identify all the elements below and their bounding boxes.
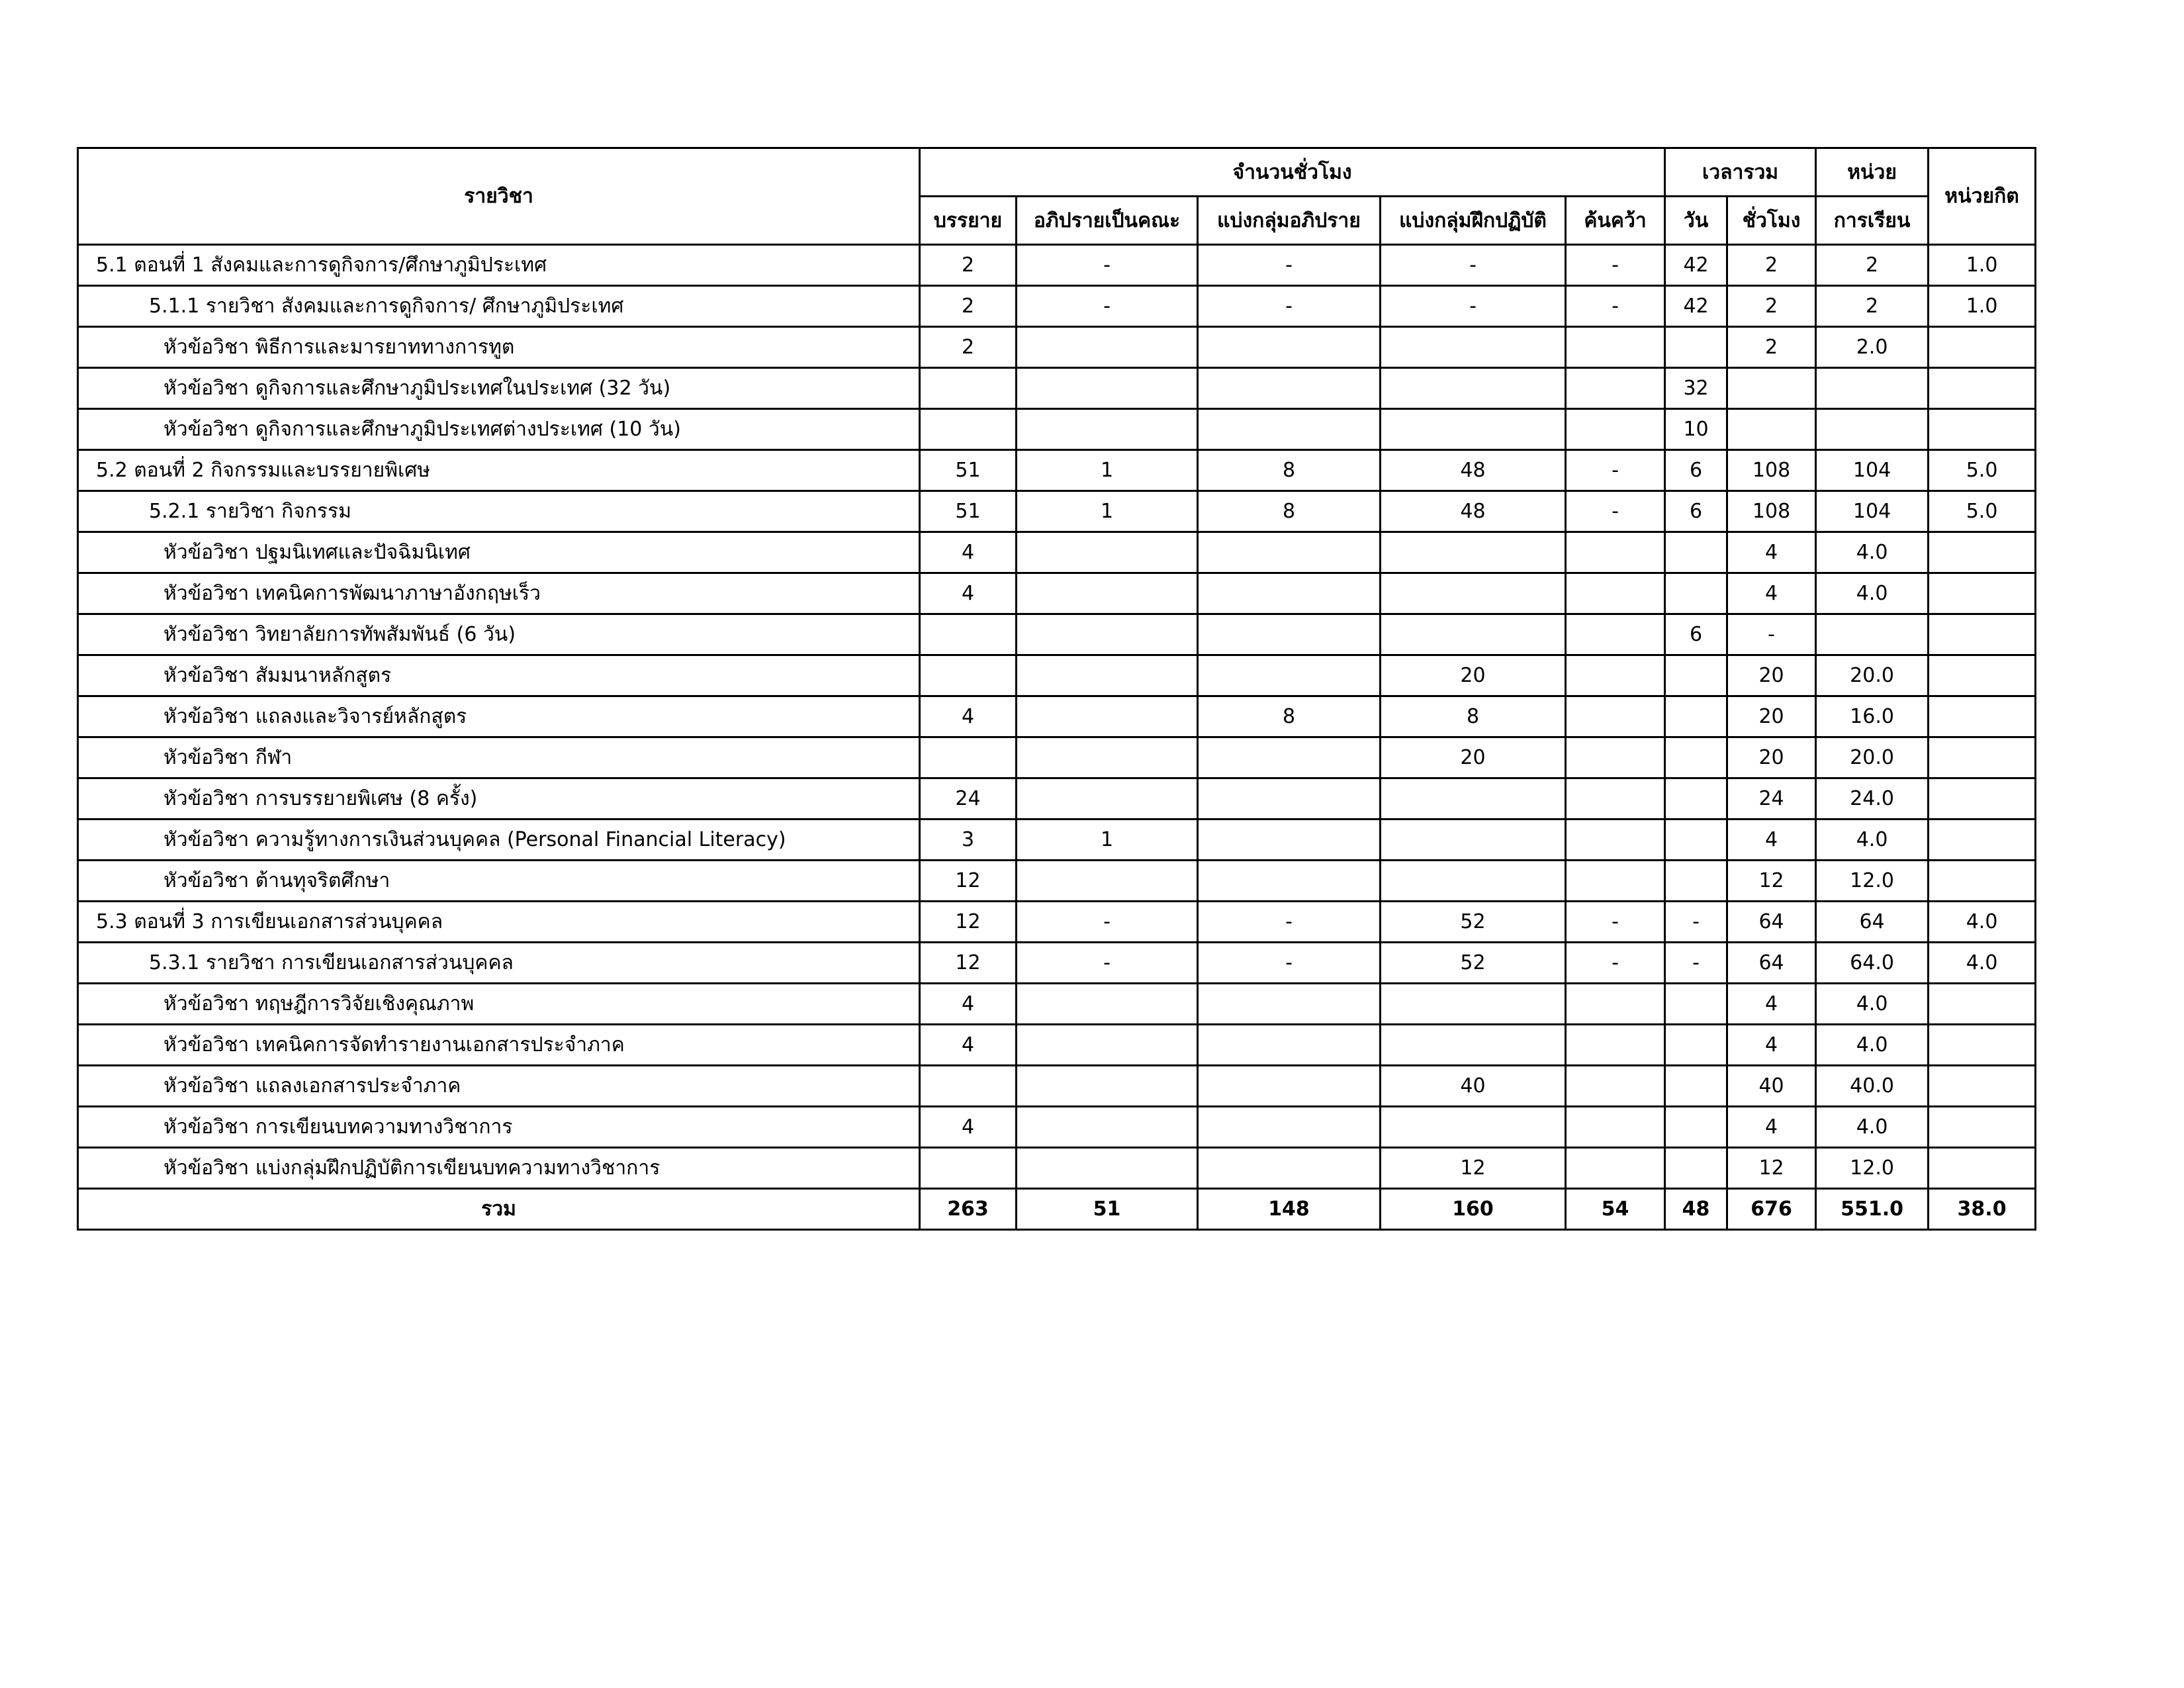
row-units: 4.0 [1816, 532, 1929, 573]
total-group-discuss: 51 [1017, 1189, 1198, 1230]
row-days: 6 [1665, 491, 1727, 532]
row-lecture [920, 737, 1017, 778]
row-small-group-discuss: - [1198, 286, 1381, 327]
row-days [1665, 696, 1727, 737]
row-subject: 5.3 ตอนที่ 3 การเขียนเอกสารส่วนบุคคล [78, 902, 920, 943]
row-credits: 5.0 [1929, 491, 2036, 532]
table-row [78, 450, 2036, 491]
row-small-group-discuss: - [1198, 943, 1381, 984]
row-subject: หัวข้อวิชา แถลงและวิจารย์หลักสูตร [78, 696, 920, 737]
total-small-group-discuss: 148 [1198, 1189, 1381, 1230]
row-small-group-discuss [1198, 737, 1381, 778]
row-small-group-discuss [1198, 655, 1381, 696]
row-practice [1381, 1025, 1566, 1066]
row-research: - [1566, 450, 1665, 491]
row-days [1665, 532, 1727, 573]
row-group-discuss [1017, 409, 1198, 450]
row-small-group-discuss [1198, 532, 1381, 573]
total-row [78, 1189, 2036, 1230]
row-credits: 1.0 [1929, 286, 2036, 327]
row-group-discuss [1017, 1025, 1198, 1066]
table-row [78, 1148, 2036, 1189]
row-research [1566, 820, 1665, 861]
row-lecture: 4 [920, 984, 1017, 1025]
row-group-discuss: - [1017, 245, 1198, 286]
row-lecture: 3 [920, 820, 1017, 861]
row-days [1665, 1107, 1727, 1148]
header-group-discuss: อภิปรายเป็นคณะ [1017, 197, 1198, 245]
row-credits [1929, 1066, 2036, 1107]
row-group-discuss [1017, 655, 1198, 696]
row-units: 4.0 [1816, 984, 1929, 1025]
row-practice: 52 [1381, 943, 1566, 984]
row-group-discuss [1017, 614, 1198, 655]
row-lecture: 51 [920, 491, 1017, 532]
row-subject: หัวข้อวิชา แบ่งกลุ่มฝึกปฏิบัติการเขียนบทความทางวิชาการ [78, 1148, 920, 1189]
table-row [78, 778, 2036, 820]
row-subject: 5.2 ตอนที่ 2 กิจกรรมและบรรยายพิเศษ [78, 450, 920, 491]
row-units: 4.0 [1816, 820, 1929, 861]
row-days [1665, 1148, 1727, 1189]
row-practice [1381, 984, 1566, 1025]
total-label: รวม [78, 1189, 920, 1230]
row-group-discuss: - [1017, 943, 1198, 984]
row-practice [1381, 778, 1566, 820]
total-days: 48 [1665, 1189, 1727, 1230]
header-time-group: เวลารวม [1665, 148, 1816, 197]
row-hours: 4 [1727, 984, 1816, 1025]
row-small-group-discuss [1198, 409, 1381, 450]
row-lecture: 4 [920, 1025, 1017, 1066]
row-hours: 20 [1727, 696, 1816, 737]
row-practice: 20 [1381, 655, 1566, 696]
row-days [1665, 861, 1727, 902]
row-credits [1929, 327, 2036, 368]
row-lecture: 24 [920, 778, 1017, 820]
table-row [78, 902, 2036, 943]
row-research [1566, 861, 1665, 902]
row-practice: 40 [1381, 1066, 1566, 1107]
row-subject: หัวข้อวิชา การเขียนบทความทางวิชาการ [78, 1107, 920, 1148]
row-group-discuss [1017, 778, 1198, 820]
row-group-discuss: 1 [1017, 450, 1198, 491]
row-small-group-discuss: - [1198, 902, 1381, 943]
row-group-discuss [1017, 1066, 1198, 1107]
row-group-discuss [1017, 573, 1198, 614]
row-subject: หัวข้อวิชา แถลงเอกสารประจำภาค [78, 1066, 920, 1107]
row-days [1665, 984, 1727, 1025]
header-hours-group: จำนวนชั่วโมง [920, 148, 1665, 197]
row-small-group-discuss: - [1198, 245, 1381, 286]
row-units: 20.0 [1816, 737, 1929, 778]
row-units [1816, 614, 1929, 655]
row-subject: หัวข้อวิชา เทคนิคการพัฒนาภาษาอังกฤษเร็ว [78, 573, 920, 614]
row-units: 104 [1816, 450, 1929, 491]
row-days [1665, 820, 1727, 861]
table-row [78, 245, 2036, 286]
header-unit-top: หน่วย [1816, 148, 1929, 197]
row-units: 64 [1816, 902, 1929, 943]
row-research [1566, 696, 1665, 737]
row-small-group-discuss [1198, 614, 1381, 655]
table-row [78, 861, 2036, 902]
row-subject: หัวข้อวิชา สัมมนาหลักสูตร [78, 655, 920, 696]
row-lecture: 4 [920, 696, 1017, 737]
row-small-group-discuss [1198, 1107, 1381, 1148]
row-days [1665, 327, 1727, 368]
row-hours: - [1727, 614, 1816, 655]
table-row [78, 984, 2036, 1025]
row-days [1665, 1066, 1727, 1107]
header-practice: แบ่งกลุ่มฝึกปฏิบัติ [1381, 197, 1566, 245]
row-days [1665, 778, 1727, 820]
header-small-group-discuss: แบ่งกลุ่มอภิปราย [1198, 197, 1381, 245]
row-subject: หัวข้อวิชา ดูกิจการและศึกษาภูมิประเทศในประเทศ (32 วัน) [78, 368, 920, 409]
row-subject: หัวข้อวิชา ทฤษฎีการวิจัยเชิงคุณภาพ [78, 984, 920, 1025]
row-practice [1381, 409, 1566, 450]
row-days: 6 [1665, 450, 1727, 491]
row-subject: 5.1 ตอนที่ 1 สังคมและการดูกิจการ/ศึกษาภูมิประเทศ [78, 245, 920, 286]
row-credits [1929, 655, 2036, 696]
row-credits: 4.0 [1929, 902, 2036, 943]
row-lecture [920, 1148, 1017, 1189]
table-row [78, 1107, 2036, 1148]
row-days: - [1665, 943, 1727, 984]
row-research [1566, 1025, 1665, 1066]
row-research [1566, 409, 1665, 450]
row-small-group-discuss [1198, 368, 1381, 409]
table-row [78, 532, 2036, 573]
row-research [1566, 327, 1665, 368]
row-hours: 4 [1727, 1025, 1816, 1066]
curriculum-hours-table [77, 147, 2036, 1231]
row-practice: 48 [1381, 491, 1566, 532]
header-research: ค้นคว้า [1566, 197, 1665, 245]
row-credits [1929, 861, 2036, 902]
row-research [1566, 984, 1665, 1025]
row-hours: 64 [1727, 943, 1816, 984]
row-research [1566, 614, 1665, 655]
row-small-group-discuss [1198, 778, 1381, 820]
row-hours: 4 [1727, 573, 1816, 614]
row-practice: 48 [1381, 450, 1566, 491]
row-hours [1727, 368, 1816, 409]
table-row [78, 820, 2036, 861]
row-small-group-discuss: 8 [1198, 696, 1381, 737]
row-small-group-discuss [1198, 573, 1381, 614]
row-hours: 40 [1727, 1066, 1816, 1107]
row-days: - [1665, 902, 1727, 943]
row-units: 104 [1816, 491, 1929, 532]
row-days [1665, 573, 1727, 614]
row-hours: 4 [1727, 1107, 1816, 1148]
row-credits [1929, 614, 2036, 655]
row-days [1665, 737, 1727, 778]
row-group-discuss [1017, 696, 1198, 737]
row-subject: 5.3.1 รายวิชา การเขียนเอกสารส่วนบุคคล [78, 943, 920, 984]
row-credits [1929, 368, 2036, 409]
row-units: 64.0 [1816, 943, 1929, 984]
row-practice [1381, 532, 1566, 573]
row-hours: 4 [1727, 532, 1816, 573]
table-row [78, 409, 2036, 450]
row-subject: หัวข้อวิชา ความรู้ทางการเงินส่วนบุคคล (Personal Financial Literacy) [78, 820, 920, 861]
row-credits [1929, 820, 2036, 861]
row-credits [1929, 573, 2036, 614]
header-credit: หน่วยกิต [1929, 148, 2036, 245]
row-days: 32 [1665, 368, 1727, 409]
row-units [1816, 409, 1929, 450]
row-credits [1929, 1025, 2036, 1066]
row-hours: 24 [1727, 778, 1816, 820]
row-research [1566, 1148, 1665, 1189]
row-hours: 108 [1727, 491, 1816, 532]
row-research [1566, 1066, 1665, 1107]
table-row [78, 655, 2036, 696]
row-group-discuss: 1 [1017, 491, 1198, 532]
row-units: 12.0 [1816, 861, 1929, 902]
row-practice: - [1381, 245, 1566, 286]
row-credits [1929, 737, 2036, 778]
table-row [78, 368, 2036, 409]
row-research: - [1566, 902, 1665, 943]
row-small-group-discuss: 8 [1198, 491, 1381, 532]
row-research [1566, 655, 1665, 696]
table-row [78, 943, 2036, 984]
row-research: - [1566, 245, 1665, 286]
row-units: 2.0 [1816, 327, 1929, 368]
row-practice [1381, 1107, 1566, 1148]
row-credits [1929, 409, 2036, 450]
row-research [1566, 368, 1665, 409]
table-row [78, 286, 2036, 327]
row-practice [1381, 368, 1566, 409]
row-lecture [920, 368, 1017, 409]
row-credits [1929, 778, 2036, 820]
row-research: - [1566, 491, 1665, 532]
row-credits [1929, 1107, 2036, 1148]
row-research [1566, 737, 1665, 778]
row-research: - [1566, 286, 1665, 327]
row-subject: หัวข้อวิชา ปฐมนิเทศและปัจฉิมนิเทศ [78, 532, 920, 573]
row-small-group-discuss [1198, 984, 1381, 1025]
row-units: 20.0 [1816, 655, 1929, 696]
row-units [1816, 368, 1929, 409]
row-subject: หัวข้อวิชา กีฬา [78, 737, 920, 778]
row-research [1566, 573, 1665, 614]
row-group-discuss [1017, 532, 1198, 573]
total-practice: 160 [1381, 1189, 1566, 1230]
row-subject: หัวข้อวิชา พิธีการและมารยาททางการทูต [78, 327, 920, 368]
row-small-group-discuss [1198, 327, 1381, 368]
table-row [78, 614, 2036, 655]
table-body [78, 245, 2036, 1189]
row-small-group-discuss [1198, 861, 1381, 902]
row-credits: 4.0 [1929, 943, 2036, 984]
row-hours: 64 [1727, 902, 1816, 943]
row-small-group-discuss [1198, 1025, 1381, 1066]
row-lecture: 4 [920, 1107, 1017, 1148]
table-row [78, 327, 2036, 368]
row-hours: 2 [1727, 245, 1816, 286]
row-group-discuss: 1 [1017, 820, 1198, 861]
row-days: 42 [1665, 245, 1727, 286]
header-subject: รายวิชา [78, 148, 920, 245]
row-lecture [920, 409, 1017, 450]
total-credits: 38.0 [1929, 1189, 2036, 1230]
row-research [1566, 1107, 1665, 1148]
row-small-group-discuss [1198, 820, 1381, 861]
row-lecture: 2 [920, 245, 1017, 286]
row-hours: 4 [1727, 820, 1816, 861]
row-lecture: 51 [920, 450, 1017, 491]
row-group-discuss [1017, 1148, 1198, 1189]
table-row [78, 737, 2036, 778]
row-practice [1381, 861, 1566, 902]
row-small-group-discuss: 8 [1198, 450, 1381, 491]
row-units: 12.0 [1816, 1148, 1929, 1189]
row-subject: หัวข้อวิชา การบรรยายพิเศษ (8 ครั้ง) [78, 778, 920, 820]
row-subject: 5.1.1 รายวิชา สังคมและการดูกิจการ/ ศึกษาภูมิประเทศ [78, 286, 920, 327]
row-practice: 52 [1381, 902, 1566, 943]
row-lecture: 12 [920, 902, 1017, 943]
header-days: วัน [1665, 197, 1727, 245]
total-hours: 676 [1727, 1189, 1816, 1230]
row-practice [1381, 573, 1566, 614]
row-lecture: 12 [920, 943, 1017, 984]
row-units: 4.0 [1816, 573, 1929, 614]
row-credits [1929, 984, 2036, 1025]
row-subject: หัวข้อวิชา ต้านทุจริตศึกษา [78, 861, 920, 902]
row-group-discuss [1017, 1107, 1198, 1148]
row-group-discuss [1017, 984, 1198, 1025]
row-credits [1929, 696, 2036, 737]
row-units: 4.0 [1816, 1107, 1929, 1148]
row-group-discuss: - [1017, 902, 1198, 943]
row-practice: - [1381, 286, 1566, 327]
row-group-discuss [1017, 737, 1198, 778]
total-lecture: 263 [920, 1189, 1017, 1230]
row-lecture: 12 [920, 861, 1017, 902]
header-unit-bottom: การเรียน [1816, 197, 1929, 245]
row-practice: 12 [1381, 1148, 1566, 1189]
table-row [78, 1066, 2036, 1107]
row-hours: 12 [1727, 861, 1816, 902]
row-research: - [1566, 943, 1665, 984]
row-lecture: 4 [920, 573, 1017, 614]
row-group-discuss [1017, 861, 1198, 902]
row-hours: 20 [1727, 737, 1816, 778]
row-hours: 2 [1727, 286, 1816, 327]
row-days: 6 [1665, 614, 1727, 655]
total-research: 54 [1566, 1189, 1665, 1230]
row-hours: 12 [1727, 1148, 1816, 1189]
table-row [78, 573, 2036, 614]
row-hours: 108 [1727, 450, 1816, 491]
row-subject: หัวข้อวิชา ดูกิจการและศึกษาภูมิประเทศต่างประเทศ (10 วัน) [78, 409, 920, 450]
table-row [78, 696, 2036, 737]
row-lecture: 2 [920, 286, 1017, 327]
row-hours [1727, 409, 1816, 450]
row-units: 24.0 [1816, 778, 1929, 820]
row-hours: 2 [1727, 327, 1816, 368]
total-units: 551.0 [1816, 1189, 1929, 1230]
row-small-group-discuss [1198, 1148, 1381, 1189]
row-subject: 5.2.1 รายวิชา กิจกรรม [78, 491, 920, 532]
row-research [1566, 778, 1665, 820]
row-practice [1381, 614, 1566, 655]
row-research [1566, 532, 1665, 573]
row-lecture [920, 614, 1017, 655]
row-units: 2 [1816, 245, 1929, 286]
row-practice: 20 [1381, 737, 1566, 778]
header-lecture: บรรยาย [920, 197, 1017, 245]
row-practice [1381, 820, 1566, 861]
row-credits: 5.0 [1929, 450, 2036, 491]
row-subject: หัวข้อวิชา วิทยาลัยการทัพสัมพันธ์ (6 วัน) [78, 614, 920, 655]
table-row [78, 1025, 2036, 1066]
row-credits: 1.0 [1929, 245, 2036, 286]
row-units: 40.0 [1816, 1066, 1929, 1107]
row-days: 10 [1665, 409, 1727, 450]
table-row [78, 491, 2036, 532]
row-group-discuss: - [1017, 286, 1198, 327]
row-lecture [920, 655, 1017, 696]
row-subject: หัวข้อวิชา เทคนิคการจัดทำรายงานเอกสารประจำภาค [78, 1025, 920, 1066]
row-practice: 8 [1381, 696, 1566, 737]
header-hours: ชั่วโมง [1727, 197, 1816, 245]
row-practice [1381, 327, 1566, 368]
row-group-discuss [1017, 368, 1198, 409]
row-units: 16.0 [1816, 696, 1929, 737]
row-days: 42 [1665, 286, 1727, 327]
row-units: 2 [1816, 286, 1929, 327]
row-credits [1929, 1148, 2036, 1189]
row-group-discuss [1017, 327, 1198, 368]
row-lecture: 4 [920, 532, 1017, 573]
row-small-group-discuss [1198, 1066, 1381, 1107]
row-hours: 20 [1727, 655, 1816, 696]
row-lecture [920, 1066, 1017, 1107]
row-units: 4.0 [1816, 1025, 1929, 1066]
row-lecture: 2 [920, 327, 1017, 368]
row-days [1665, 1025, 1727, 1066]
row-days [1665, 655, 1727, 696]
row-credits [1929, 532, 2036, 573]
